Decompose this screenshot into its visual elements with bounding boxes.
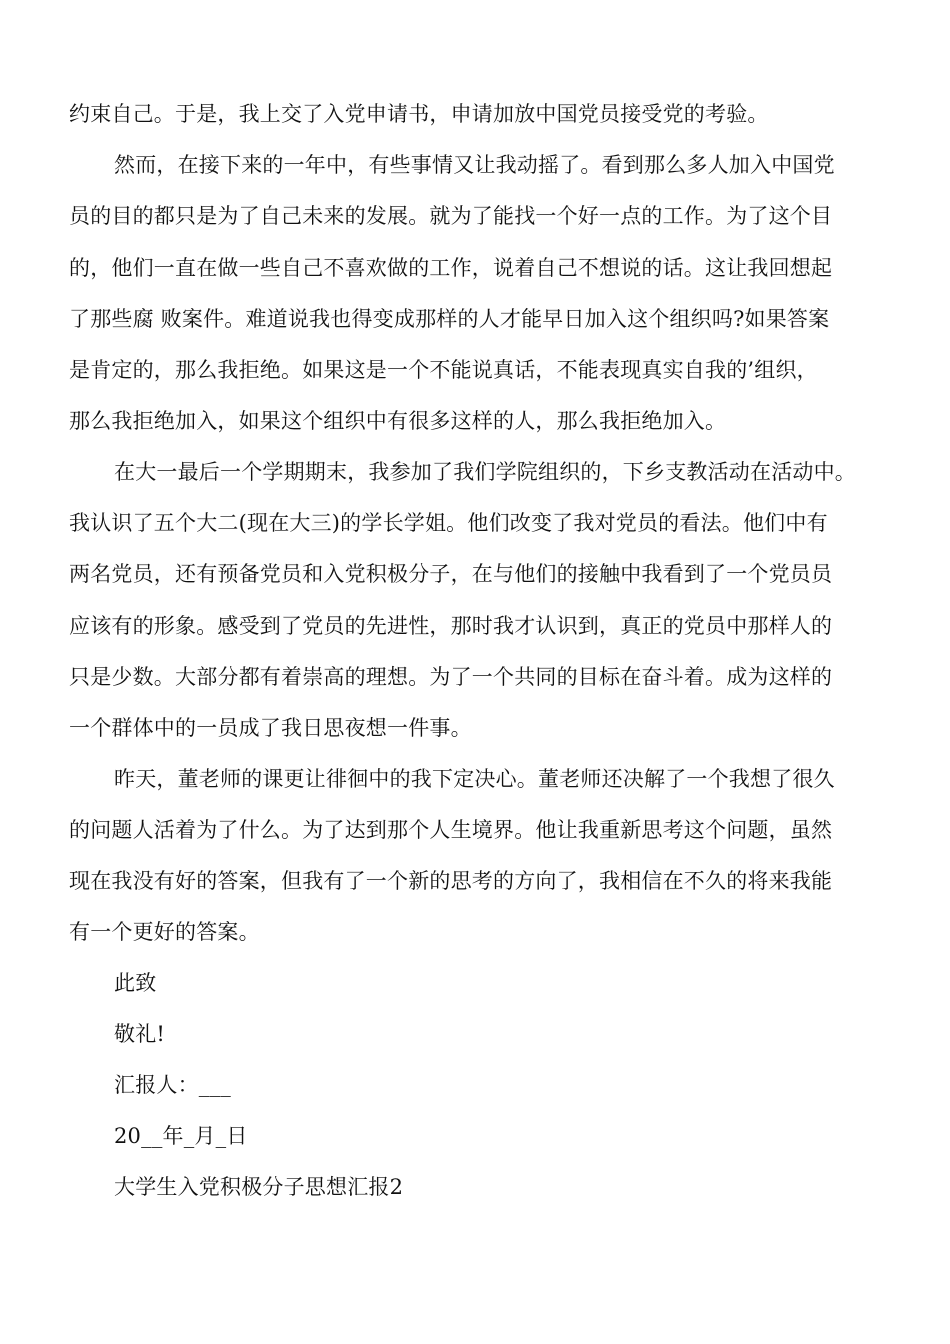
reporter-line: 汇报人：___ — [114, 1073, 231, 1097]
paragraph-line: 了那些腐 败案件。难道说我也得变成那样的人才能早日加入这个组织吗?如果答案 — [69, 307, 830, 331]
paragraph-line: 我认识了五个大二(现在大三)的学长学姐。他们改变了我对党员的看法。他们中有 — [69, 511, 828, 535]
paragraph-line: 的问题人活着为了什么。为了达到那个人生境界。他让我重新思考这个问题，虽然 — [69, 818, 833, 842]
closing-respect: 敬礼! — [114, 1022, 166, 1046]
paragraph-line: 约束自己。于是，我上交了入党申请书，申请加放中国党员接受党的考验。 — [69, 102, 769, 126]
paragraph-line: 的，他们一直在做一些自己不喜欢做的工作，说着自己不想说的话。这让我回想起 — [69, 256, 833, 280]
paragraph-line: 在大一最后一个学期期末，我参加了我们学院组织的，下乡支教活动在活动中。 — [114, 460, 856, 484]
paragraph-line: 员的目的都只是为了自己未来的发展。就为了能找一个好一点的工作。为了这个目 — [69, 204, 833, 228]
paragraph-line: 是肯定的，那么我拒绝。如果这是一个不能说真话，不能表现真实自我的’组织， — [69, 358, 818, 382]
paragraph-line: 只是少数。大部分都有着崇高的理想。为了一个共同的目标在奋斗着。成为这样的 — [69, 665, 833, 689]
next-section-title: 大学生入党积极分子思想汇报2 — [114, 1175, 404, 1199]
date-line: 20__年_月_日 — [114, 1124, 248, 1148]
paragraph-line: 然而，在接下来的一年中，有些事情又让我动摇了。看到那么多人加入中国党 — [114, 153, 835, 177]
paragraph-line: 那么我拒绝加入，如果这个组织中有很多这样的人，那么我拒绝加入。 — [69, 409, 727, 433]
paragraph-line: 昨天，董老师的课更让徘徊中的我下定决心。董老师还决解了一个我想了很久 — [114, 767, 835, 791]
closing-salutation: 此致 — [114, 971, 157, 995]
paragraph-line: 一个群体中的一员成了我日思夜想一件事。 — [69, 716, 472, 740]
paragraph-line: 两名党员，还有预备党员和入党积极分子，在与他们的接触中我看到了一个党员员 — [69, 562, 833, 586]
paragraph-line: 现在我没有好的答案，但我有了一个新的思考的方向了，我相信在不久的将来我能 — [69, 869, 833, 893]
paragraph-line: 有一个更好的答案。 — [69, 920, 260, 944]
paragraph-line: 应该有的形象。感受到了党员的先进性，那时我才认识到，真正的党员中那样人的 — [69, 614, 833, 638]
